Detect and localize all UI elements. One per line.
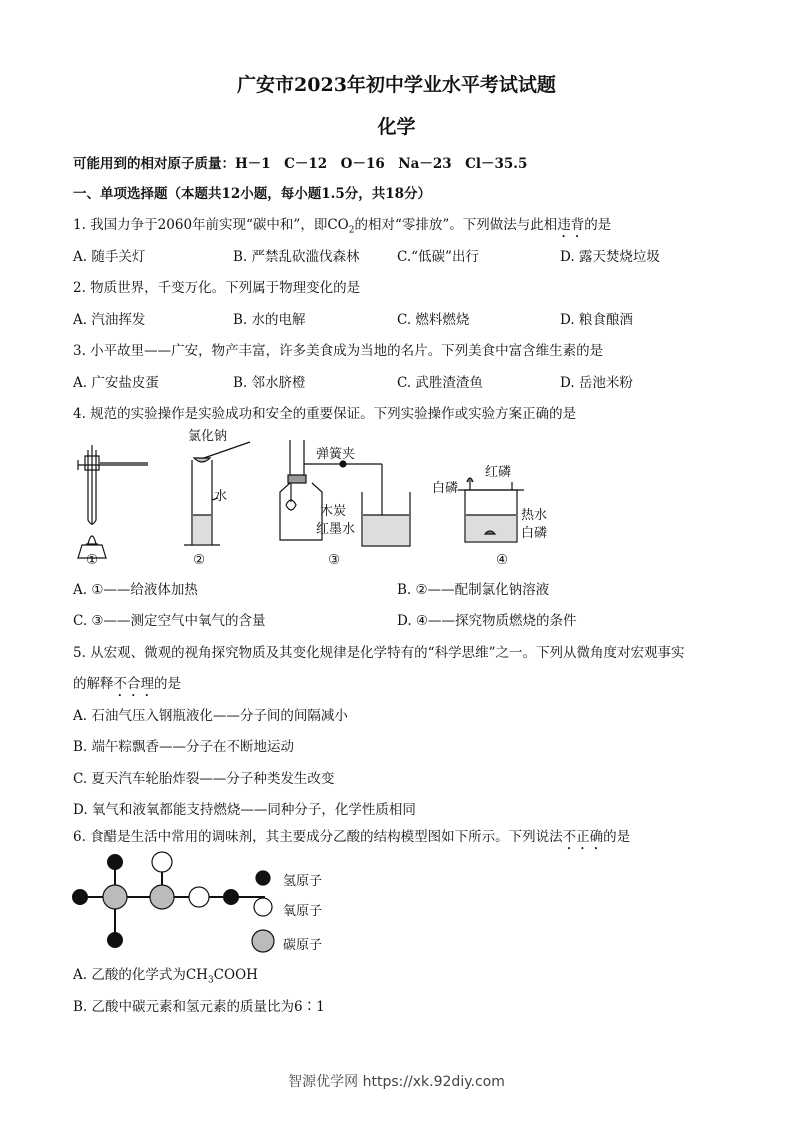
q5-option-a: A. 石油气压入钢瓶液化——分子间的间隔减小 [73, 708, 348, 724]
figure-number-3: ③ [328, 552, 341, 568]
heating-apparatus-1 [78, 445, 148, 558]
label-white-phosphorus-bottom: 白磷 [521, 526, 548, 541]
carbon-atom [150, 885, 174, 909]
q2-option-d: D. 粮食酿酒 [560, 312, 633, 328]
combustion-conditions-4 [458, 478, 524, 542]
acetic-acid-model [65, 845, 265, 955]
q2-option-a: A. 汽油挥发 [73, 312, 146, 328]
q4-option-d: D. ④——探究物质燃烧的条件 [397, 613, 577, 629]
legend-hydrogen: 氢原子 [283, 874, 323, 889]
q2-option-b: B. 水的电解 [233, 312, 306, 328]
hydrogen-atom [108, 933, 122, 947]
label-red-phosphorus: 红磷 [485, 465, 512, 480]
q1-option-d: D. 露天焚烧垃圾 [560, 249, 660, 265]
question-2-stem: 2. 物质世界，千变万化。下列属于物理变化的是 [73, 280, 361, 296]
hydrogen-atom [108, 855, 122, 869]
q4-apparatus-figure [60, 420, 560, 570]
page-title: 广安市2023年初中学业水平考试试题 [237, 74, 556, 96]
label-red-water: 红墨水 [316, 522, 356, 537]
q4-option-c: C. ③——测定空气中氧气的含量 [73, 613, 266, 629]
atom-legend-icons [250, 866, 280, 956]
oxygen-atom [152, 852, 172, 872]
subject-title: 化学 [377, 116, 416, 138]
hydrogen-atom [73, 890, 87, 904]
page-footer: 智源优学网 https://xk.92diy.com [288, 1074, 505, 1090]
q4-option-a: A. ①——给液体加热 [73, 582, 198, 598]
label-charcoal: 木炭 [320, 504, 347, 519]
q3-option-d: D. 岳池米粉 [560, 375, 633, 391]
legend-oxygen: 氧原子 [283, 904, 323, 919]
carbon-legend-icon [252, 930, 274, 952]
q5-option-d: D. 氧气和液氧都能支持燃烧——同种分子，化学性质相同 [73, 802, 416, 818]
oxygen-atom [189, 887, 209, 907]
question-1-stem: 1. 我国力争于2060年前实现“碳中和”，即$CO_2$的相对“零排放”。下列做法与此相违背的是 [73, 217, 612, 236]
q3-option-c: C. 武胜渣渣鱼 [397, 375, 483, 391]
question-3-stem: 3. 小平故里——广安，物产丰富，许多美食成为当地的名片。下列美食中富含维生素的是 [73, 343, 604, 359]
q2-option-c: C. 燃料燃烧 [397, 312, 470, 328]
atomic-mass-line: 可能用到的相对原子质量：H－1 C－12 O－16 Na－23 Cl－35.5 [73, 156, 528, 172]
q5-option-b: B. 端午粽飘香——分子在不断地运动 [73, 739, 295, 755]
q5-option-c: C. 夏天汽车轮胎炸裂——分子种类发生改变 [73, 771, 335, 787]
legend-carbon: 碳原子 [283, 938, 323, 953]
label-white-phosphorus-top: 白磷 [432, 481, 459, 496]
q1-option-c: C.“低碳”出行 [397, 249, 479, 265]
label-water: 水 [214, 489, 228, 504]
question-5-stem-line-1: 5. 从宏观、微观的视角探究物质及其变化规律是化学特有的“科学思维”之一。下列从微角度对宏观事实 [73, 645, 685, 661]
label-clamp: 弹簧夹 [316, 447, 356, 462]
figure-number-2: ② [193, 552, 206, 568]
figure-number-4: ④ [496, 552, 509, 568]
question-5-stem-line-2: 的解释不合理的是 [73, 676, 181, 692]
q1-option-a: A. 随手关灯 [73, 249, 146, 265]
label-hot-water: 热水 [521, 508, 548, 523]
q3-option-b: B. 邻水脐橙 [233, 375, 306, 391]
q3-option-a: A. 广安盐皮蛋 [73, 375, 159, 391]
question-6-stem: 6. 食醋是生活中常用的调味剂，其主要成分乙酸的结构模型图如下所示。下列说法不正确的是 [73, 829, 631, 845]
q4-option-b: B. ②——配制氯化钠溶液 [397, 582, 550, 598]
section-heading: 一、单项选择题（本题共12小题，每小题1.5分，共18分） [73, 186, 432, 202]
question-4-stem: 4. 规范的实验操作是实验成功和安全的重要保证。下列实验操作或实验方案正确的是 [73, 406, 577, 422]
label-nacl: 氯化钠 [188, 429, 228, 444]
hydrogen-atom [224, 890, 238, 904]
oxygen-legend-icon [254, 898, 272, 916]
carbon-atom [103, 885, 127, 909]
q6-option-b: B. 乙酸中碳元素和氢元素的质量比为6∶1 [73, 999, 325, 1015]
q6-option-a: A. 乙酸的化学式为$CH_3COOH$ [73, 967, 258, 986]
q1-option-b: B. 严禁乱砍滥伐森林 [233, 249, 360, 265]
figure-number-1: ① [86, 552, 99, 568]
hydrogen-legend-icon [256, 871, 270, 885]
